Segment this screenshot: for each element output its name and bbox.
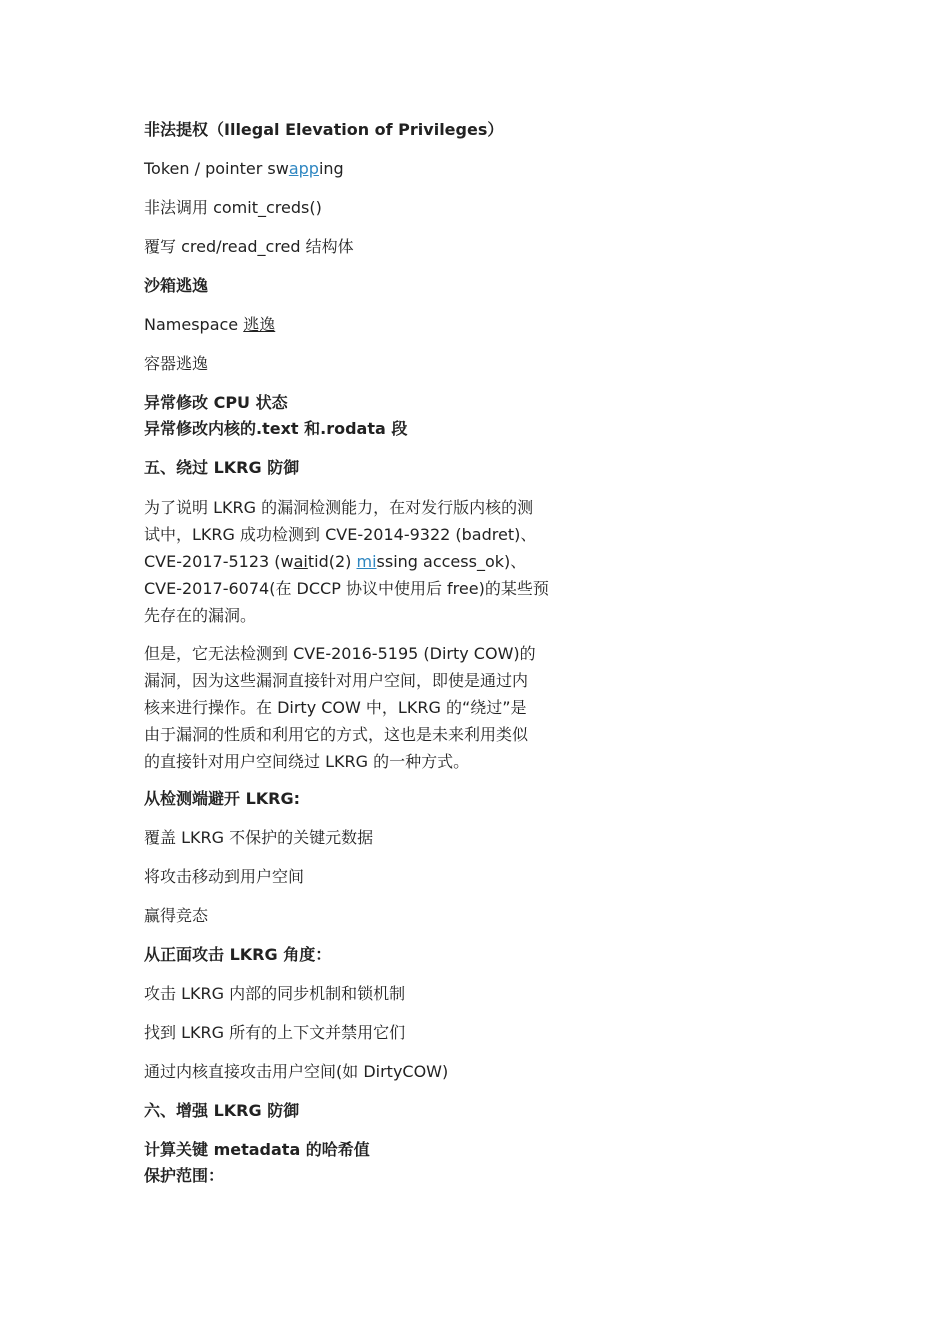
paragraph-2-line-1: 但是，它无法检测到 CVE-2016-5195 (Dirty COW)的 (144, 644, 536, 663)
avoid-item-3: 赢得竞态 (144, 906, 209, 925)
paragraph-1-line-5: 先存在的漏洞。 (144, 606, 257, 625)
paragraph-2-line-3: 核来进行操作。在 Dirty COW 中，LKRG 的“绕过”是 (144, 698, 527, 717)
heading-hash-metadata: 计算关键 metadata 的哈希值 (144, 1140, 370, 1159)
paragraph-2-line-4: 由于漏洞的性质和利用它的方式，这也是未来利用类似 (144, 725, 529, 744)
item-namespace-escape (144, 312, 574, 338)
p1-l3-underlined: ai (293, 552, 308, 571)
attack-item-2: 找到 LKRG 所有的上下文并禁用它们 (144, 1023, 406, 1042)
attack-item-3: 通过内核直接攻击用户空间(如 DirtyCOW) (144, 1062, 449, 1081)
paragraph-1-line-4: CVE-2017-6074(在 DCCP 协议中使用后 free)的某些预 (144, 579, 549, 598)
item-overwrite-cred: 覆写 cred/read_cred 结构体 (144, 237, 354, 256)
attack-item-1: 攻击 LKRG 内部的同步机制和锁机制 (144, 984, 406, 1003)
paragraph-2-line-5: 的直接针对用户空间绕过 LKRG 的一种方式。 (144, 752, 470, 771)
heading-avoid-detection: 从检测端避开 LKRG: (144, 789, 301, 808)
paragraph-dirty-cow (144, 640, 574, 775)
token-swap-link[interactable]: app (288, 159, 319, 178)
heading-section-6: 六、增强 LKRG 防御 (144, 1101, 300, 1120)
paragraph-1-line-3 (144, 548, 574, 575)
avoid-item-2: 将攻击移动到用户空间 (144, 867, 305, 886)
item-container-escape: 容器逃逸 (144, 354, 209, 373)
paragraph-1-line-2: 试中，LKRG 成功检测到 CVE-2014-9322 (badret)、 (144, 525, 537, 544)
heading-frontal-attack: 从正面攻击 LKRG 角度： (144, 945, 332, 964)
item-token-pointer-swapping (144, 156, 574, 182)
paragraph-1-line-1: 为了说明 LKRG 的漏洞检测能力，在对发行版内核的测 (144, 498, 534, 517)
heading-illegal-elevation: 非法提权（Illegal Elevation of Privileges） (144, 120, 504, 139)
heading-section-5: 五、绕过 LKRG 防御 (144, 458, 300, 477)
p1-l3-text-a: CVE-2017-5123 (w (144, 552, 294, 571)
heading-protection-scope: 保护范围： (144, 1166, 225, 1185)
paragraph-2-line-2: 漏洞，因为这些漏洞直接针对用户空间，即使是通过内 (144, 671, 529, 690)
heading-text-rodata: 异常修改内核的.text 和.rodata 段 (144, 419, 408, 438)
p1-l3-text-c: ssing access_ok)、 (376, 552, 527, 571)
namespace-text: Namespace (144, 315, 244, 334)
heading-sandbox-escape: 沙箱逃逸 (144, 276, 209, 295)
heading-cpu-state: 异常修改 CPU 状态 (144, 393, 288, 412)
paragraph-detection-capability (144, 494, 574, 629)
namespace-underlined: 逃逸 (243, 315, 276, 334)
avoid-item-1: 覆盖 LKRG 不保护的关键元数据 (144, 828, 374, 847)
p1-l3-text-b: tid(2) (307, 552, 357, 571)
p1-l3-link[interactable]: mi (356, 552, 377, 571)
token-swap-text-b: ing (318, 159, 344, 178)
token-swap-text-a: Token / pointer sw (144, 159, 289, 178)
document-page (144, 117, 574, 1202)
item-commit-creds: 非法调用 comit_creds() (144, 198, 322, 217)
